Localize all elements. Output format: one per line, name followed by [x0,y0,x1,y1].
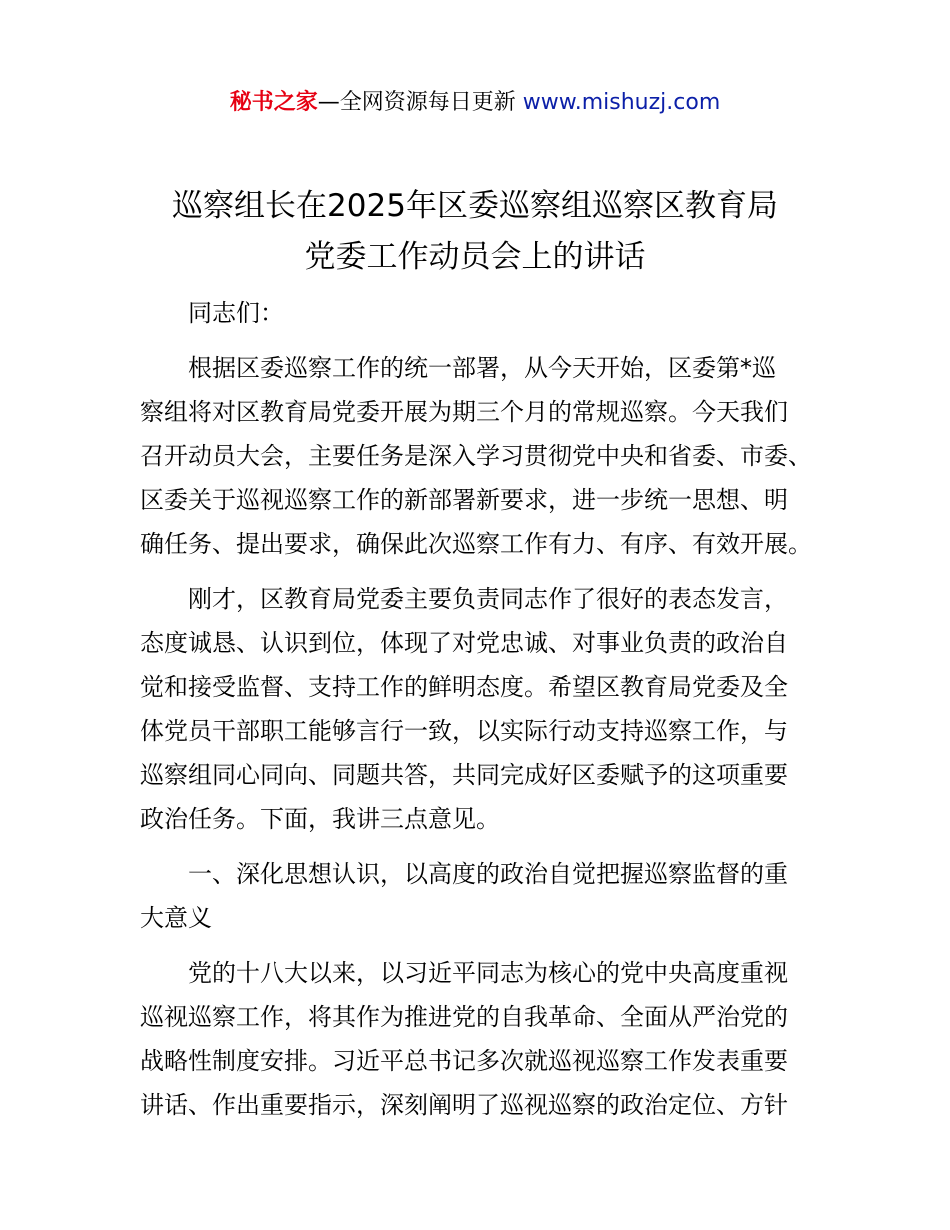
paragraph-line: 体党员干部职工能够言行一致，以实际行动支持巡察工作，与 [140,717,788,745]
paragraph-line: 召开动员大会，主要任务是深入学习贯彻党中央和省委、市委、 [140,442,812,470]
paragraph-line: 察组将对区教育局党委开展为期三个月的常规巡察。今天我们 [140,398,788,426]
site-tagline: —全网资源每日更新 [317,90,523,115]
paragraph-line: 政治任务。下面，我讲三点意见。 [140,805,500,833]
paragraph-line: 讲话、作出重要指示，深刻阐明了巡视巡察的政治定位、方针 [140,1091,788,1119]
paragraph-line: 刚才，区教育局党委主要负责同志作了很好的表态发言， [188,585,788,613]
paragraph-line: 确任务、提出要求，确保此次巡察工作有力、有序、有效开展。 [140,530,812,558]
salutation: 同志们： [188,299,284,327]
section-heading-line: 大意义 [140,904,212,932]
site-brand-name: 秘书之家 [229,90,318,115]
site-header-banner [0,86,950,120]
paragraph-line: 觉和接受监督、支持工作的鲜明态度。希望区教育局党委及全 [140,673,788,701]
section-heading-line: 一、深化思想认识，以高度的政治自觉把握巡察监督的重 [188,860,788,888]
paragraph-line: 巡视巡察工作，将其作为推进党的自我革命、全面从严治党的 [140,1003,788,1031]
paragraph-line: 区委关于巡视巡察工作的新部署新要求，进一步统一思想、明 [140,486,788,514]
site-url-link[interactable]: www.mishuzj.com [522,90,721,115]
paragraph-line: 党的十八大以来，以习近平同志为核心的党中央高度重视 [188,959,788,987]
document-title-line-2: 党委工作动员会上的讲话 [304,239,646,275]
document-title-line-1: 巡察组长在2025年区委巡察组巡察区教育局 [172,188,778,224]
paragraph-line: 战略性制度安排。习近平总书记多次就巡视巡察工作发表重要 [140,1047,788,1075]
paragraph-line: 巡察组同心同向、同题共答，共同完成好区委赋予的这项重要 [140,761,788,789]
paragraph-line: 态度诚恳、认识到位，体现了对党忠诚、对事业负责的政治自 [140,629,788,657]
paragraph-line: 根据区委巡察工作的统一部署，从今天开始，区委第*巡 [188,354,776,382]
